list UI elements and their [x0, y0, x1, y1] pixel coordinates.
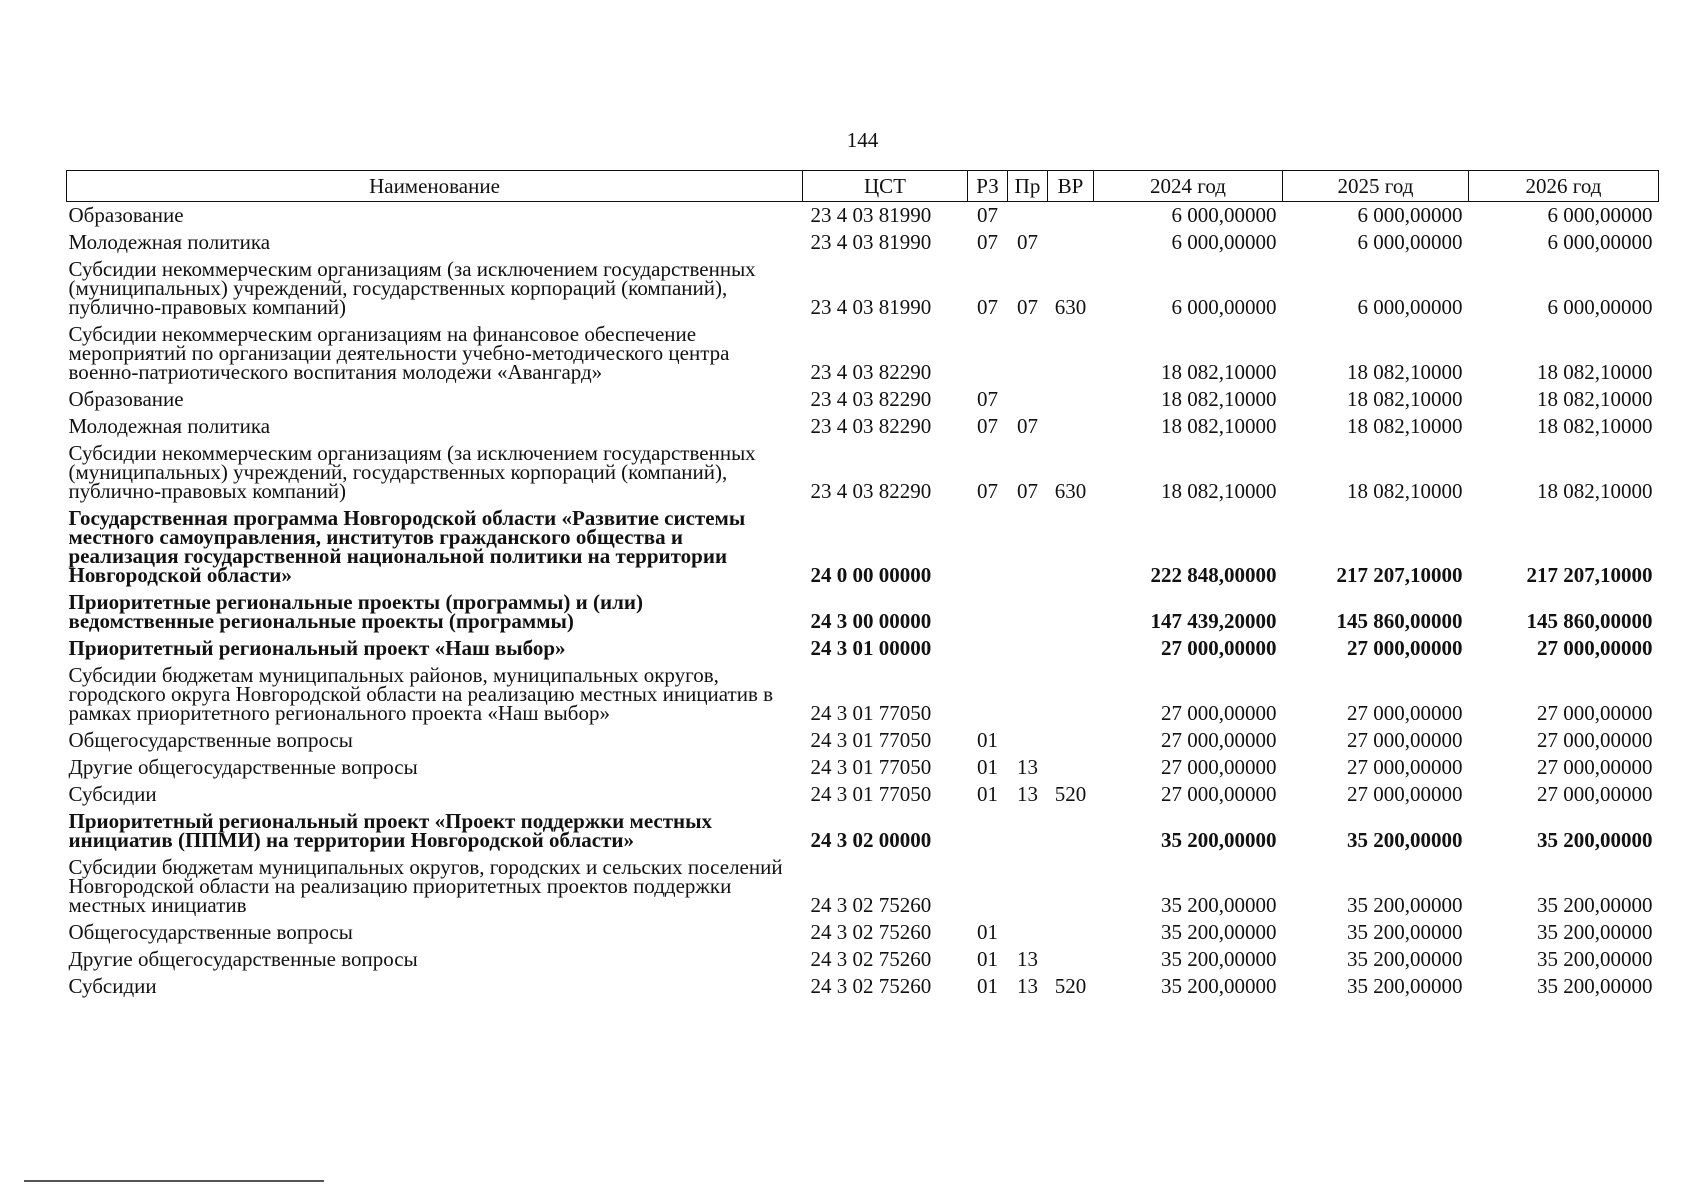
row-2024-value: 18 082,10000 — [1161, 479, 1277, 503]
row-2025-value: 6 000,00000 — [1357, 230, 1463, 254]
row-name-cell: Субсидии некоммерческим организациям (за исключением государственных (муниципальных) учреждений, государственных корпораций (компаний), публично-правовых компаний) — [68, 257, 756, 319]
budget-table — [66, 170, 1659, 1000]
row-2024-value: 27 000,00000 — [1161, 782, 1277, 806]
header-pr: Пр — [1008, 171, 1048, 202]
row-name-cell: Субсидии — [68, 974, 157, 998]
table-row — [67, 854, 1659, 919]
table-row — [67, 229, 1659, 256]
row-pr-cell: 07 — [1017, 295, 1038, 319]
row-2026-value: 18 082,10000 — [1537, 360, 1653, 384]
row-2024-value: 35 200,00000 — [1161, 893, 1277, 917]
row-vr-cell — [1048, 202, 1094, 230]
row-vr-cell — [1048, 727, 1094, 754]
row-2025-value: 18 082,10000 — [1347, 479, 1463, 503]
row-rz-cell: 01 — [977, 920, 998, 944]
row-2025-value: 27 000,00000 — [1347, 701, 1463, 725]
row-vr-cell — [1048, 413, 1094, 440]
table-row — [67, 973, 1659, 1000]
row-name-cell: Молодежная политика — [68, 414, 271, 438]
row-cst-cell: 24 3 02 75260 — [810, 893, 932, 917]
row-cst-cell: 23 4 03 82290 — [810, 387, 932, 411]
row-name-cell: Субсидии — [68, 782, 157, 806]
row-vr-cell: 630 — [1054, 479, 1087, 503]
header-vr: ВР — [1048, 171, 1094, 202]
row-2024-value: 6 000,00000 — [1171, 203, 1277, 227]
row-cst-cell: 23 4 03 82290 — [810, 360, 932, 384]
row-cst-cell: 24 3 01 77050 — [810, 755, 932, 779]
row-2024-value: 222 848,00000 — [1150, 563, 1277, 587]
budget-table-container — [66, 170, 1658, 1000]
row-pr-cell — [1008, 635, 1048, 662]
row-name-cell: Молодежная политика — [68, 230, 271, 254]
row-name-cell: Приоритетный региональный проект «Проект поддержки местных инициатив (ППМИ) на территории Новгородской области» — [68, 809, 713, 852]
row-name-cell: Другие общегосударственные вопросы — [68, 947, 418, 971]
header-rz: РЗ — [968, 171, 1008, 202]
row-2024-value: 27 000,00000 — [1161, 636, 1277, 660]
table-row — [67, 635, 1659, 662]
row-cst-cell: 24 3 01 77050 — [810, 782, 932, 806]
row-2024-value: 6 000,00000 — [1171, 295, 1277, 319]
table-row — [67, 662, 1659, 727]
row-name-cell: Субсидии некоммерческим организациям (за исключением государственных (муниципальных) учреждений, государственных корпораций (компаний), публично-правовых компаний) — [68, 441, 756, 503]
row-vr-cell: 630 — [1054, 295, 1087, 319]
table-row — [67, 202, 1659, 230]
row-vr-cell — [1048, 854, 1094, 919]
row-cst-cell: 24 3 01 00000 — [810, 636, 932, 660]
row-2025-value: 27 000,00000 — [1347, 782, 1463, 806]
table-row — [67, 754, 1659, 781]
row-vr-cell — [1048, 505, 1094, 589]
row-2024-value: 27 000,00000 — [1161, 728, 1277, 752]
row-2026-value: 18 082,10000 — [1537, 387, 1653, 411]
table-row — [67, 781, 1659, 808]
table-row — [67, 256, 1659, 321]
row-2026-value: 145 860,00000 — [1526, 609, 1653, 633]
row-cst-cell: 24 3 02 75260 — [810, 974, 932, 998]
table-row — [67, 808, 1659, 854]
row-rz-cell: 01 — [977, 755, 998, 779]
row-name-cell: Субсидии некоммерческим организациям на финансовое обеспечение мероприятий по организации деятельности учебно-методического центра военно-патриотического воспитания молодежи «Авангард» — [68, 322, 730, 384]
table-row — [67, 413, 1659, 440]
row-cst-cell: 24 3 02 00000 — [810, 828, 932, 852]
footer-rule — [24, 1180, 324, 1182]
row-pr-cell — [1008, 919, 1048, 946]
row-rz-cell: 01 — [977, 974, 998, 998]
row-vr-cell — [1048, 321, 1094, 386]
row-2025-value: 27 000,00000 — [1347, 636, 1463, 660]
table-row — [67, 589, 1659, 635]
row-pr-cell — [1008, 505, 1048, 589]
row-rz-cell — [968, 854, 1008, 919]
row-2024-value: 35 200,00000 — [1161, 920, 1277, 944]
row-cst-cell: 23 4 03 81990 — [810, 295, 932, 319]
row-rz-cell: 07 — [977, 387, 998, 411]
row-name-cell: Приоритетные региональные проекты (программы) и (или) ведомственные региональные проекты (программы) — [68, 590, 643, 633]
row-pr-cell — [1008, 854, 1048, 919]
header-name: Наименование — [67, 171, 803, 202]
row-cst-cell: 24 3 02 75260 — [810, 920, 932, 944]
row-cst-cell: 23 4 03 81990 — [810, 230, 932, 254]
row-cst-cell: 24 3 01 77050 — [810, 728, 932, 752]
page-number: 144 — [846, 128, 879, 152]
table-row — [67, 321, 1659, 386]
header-2025: 2025 год — [1283, 171, 1469, 202]
row-2026-value: 35 200,00000 — [1537, 974, 1653, 998]
row-2026-value: 6 000,00000 — [1547, 203, 1653, 227]
row-2026-value: 35 200,00000 — [1537, 893, 1653, 917]
row-cst-cell: 24 3 01 77050 — [810, 701, 932, 725]
table-body — [67, 202, 1659, 1001]
row-2024-value: 6 000,00000 — [1171, 230, 1277, 254]
row-2024-value: 35 200,00000 — [1161, 974, 1277, 998]
row-rz-cell: 01 — [977, 947, 998, 971]
row-2025-value: 145 860,00000 — [1336, 609, 1463, 633]
row-name-cell: Приоритетный региональный проект «Наш выбор» — [68, 636, 566, 660]
row-2025-value: 35 200,00000 — [1347, 893, 1463, 917]
row-cst-cell: 24 0 00 00000 — [810, 563, 932, 587]
row-2025-value: 35 200,00000 — [1347, 920, 1463, 944]
row-vr-cell — [1048, 808, 1094, 854]
row-name-cell: Общегосударственные вопросы — [68, 728, 353, 752]
row-rz-cell — [968, 662, 1008, 727]
row-name-cell: Образование — [68, 203, 184, 227]
row-vr-cell: 520 — [1054, 782, 1087, 806]
row-2024-value: 18 082,10000 — [1161, 360, 1277, 384]
row-pr-cell — [1008, 321, 1048, 386]
row-2024-value: 18 082,10000 — [1161, 387, 1277, 411]
row-2024-value: 147 439,20000 — [1150, 609, 1277, 633]
row-name-cell: Субсидии бюджетам муниципальных округов, городских и сельских поселений Новгородской области на реализацию приоритетных проектов поддержки местных инициатив — [68, 855, 783, 917]
row-rz-cell — [968, 505, 1008, 589]
table-row — [67, 919, 1659, 946]
row-2026-value: 27 000,00000 — [1537, 755, 1653, 779]
row-2026-value: 27 000,00000 — [1537, 701, 1653, 725]
row-2025-value: 27 000,00000 — [1347, 755, 1463, 779]
row-cst-cell: 24 3 02 75260 — [810, 947, 932, 971]
row-pr-cell: 13 — [1017, 782, 1038, 806]
row-2026-value: 18 082,10000 — [1537, 479, 1653, 503]
row-2025-value: 18 082,10000 — [1347, 387, 1463, 411]
row-pr-cell: 07 — [1017, 414, 1038, 438]
row-2025-value: 6 000,00000 — [1357, 203, 1463, 227]
row-2025-value: 18 082,10000 — [1347, 360, 1463, 384]
row-pr-cell — [1008, 662, 1048, 727]
row-cst-cell: 23 4 03 82290 — [810, 479, 932, 503]
row-rz-cell: 07 — [977, 479, 998, 503]
row-vr-cell: 520 — [1054, 974, 1087, 998]
row-vr-cell — [1048, 589, 1094, 635]
row-2025-value: 18 082,10000 — [1347, 414, 1463, 438]
row-2026-value: 35 200,00000 — [1537, 828, 1653, 852]
row-rz-cell — [968, 589, 1008, 635]
row-vr-cell — [1048, 946, 1094, 973]
row-2026-value: 35 200,00000 — [1537, 920, 1653, 944]
row-vr-cell — [1048, 229, 1094, 256]
row-pr-cell: 13 — [1017, 974, 1038, 998]
header-2024: 2024 год — [1094, 171, 1283, 202]
row-pr-cell — [1008, 386, 1048, 413]
row-vr-cell — [1048, 754, 1094, 781]
row-2026-value: 35 200,00000 — [1537, 947, 1653, 971]
row-name-cell: Образование — [68, 387, 184, 411]
row-name-cell: Другие общегосударственные вопросы — [68, 755, 418, 779]
row-2024-value: 18 082,10000 — [1161, 414, 1277, 438]
row-rz-cell: 07 — [977, 230, 998, 254]
row-rz-cell — [968, 808, 1008, 854]
row-cst-cell: 23 4 03 82290 — [810, 414, 932, 438]
row-2026-value: 27 000,00000 — [1537, 636, 1653, 660]
row-2025-value: 27 000,00000 — [1347, 728, 1463, 752]
row-2025-value: 217 207,10000 — [1336, 563, 1463, 587]
table-row — [67, 727, 1659, 754]
row-pr-cell — [1008, 808, 1048, 854]
row-pr-cell — [1008, 589, 1048, 635]
row-name-cell: Государственная программа Новгородской области «Развитие системы местного самоуправления, институтов гражданского общества и реализация государственной национальной политики на территории Новгородской области» — [68, 506, 746, 587]
row-rz-cell — [968, 321, 1008, 386]
row-pr-cell: 07 — [1017, 230, 1038, 254]
row-2026-value: 6 000,00000 — [1547, 295, 1653, 319]
row-pr-cell: 07 — [1017, 479, 1038, 503]
table-row — [67, 946, 1659, 973]
row-pr-cell: 13 — [1017, 947, 1038, 971]
row-name-cell: Общегосударственные вопросы — [68, 920, 353, 944]
row-pr-cell — [1008, 202, 1048, 230]
row-rz-cell: 07 — [977, 203, 998, 227]
row-cst-cell: 24 3 00 00000 — [810, 609, 932, 633]
row-2025-value: 6 000,00000 — [1357, 295, 1463, 319]
row-rz-cell: 07 — [977, 414, 998, 438]
row-cst-cell: 23 4 03 81990 — [810, 203, 932, 227]
row-2026-value: 6 000,00000 — [1547, 230, 1653, 254]
row-2026-value: 18 082,10000 — [1537, 414, 1653, 438]
row-2024-value: 35 200,00000 — [1161, 828, 1277, 852]
row-2024-value: 27 000,00000 — [1161, 755, 1277, 779]
row-2025-value: 35 200,00000 — [1347, 947, 1463, 971]
row-2026-value: 27 000,00000 — [1537, 728, 1653, 752]
row-vr-cell — [1048, 919, 1094, 946]
row-vr-cell — [1048, 662, 1094, 727]
header-cst: ЦСТ — [803, 171, 968, 202]
table-header-row — [67, 171, 1659, 202]
row-2026-value: 217 207,10000 — [1526, 563, 1653, 587]
header-2026: 2026 год — [1469, 171, 1659, 202]
table-row — [67, 505, 1659, 589]
row-2024-value: 27 000,00000 — [1161, 701, 1277, 725]
row-2026-value: 27 000,00000 — [1537, 782, 1653, 806]
row-pr-cell — [1008, 727, 1048, 754]
row-rz-cell: 07 — [977, 295, 998, 319]
row-rz-cell: 01 — [977, 728, 998, 752]
row-2025-value: 35 200,00000 — [1347, 828, 1463, 852]
row-2025-value: 35 200,00000 — [1347, 974, 1463, 998]
row-vr-cell — [1048, 635, 1094, 662]
row-vr-cell — [1048, 386, 1094, 413]
row-rz-cell — [968, 635, 1008, 662]
table-row — [67, 440, 1659, 505]
table-row — [67, 386, 1659, 413]
row-2024-value: 35 200,00000 — [1161, 947, 1277, 971]
row-name-cell: Субсидии бюджетам муниципальных районов, муниципальных округов, городского округа Новгородской области на реализацию местных инициатив в рамках приоритетного регионального проекта «Наш выбор» — [68, 663, 774, 725]
row-rz-cell: 01 — [977, 782, 998, 806]
row-pr-cell: 13 — [1017, 755, 1038, 779]
